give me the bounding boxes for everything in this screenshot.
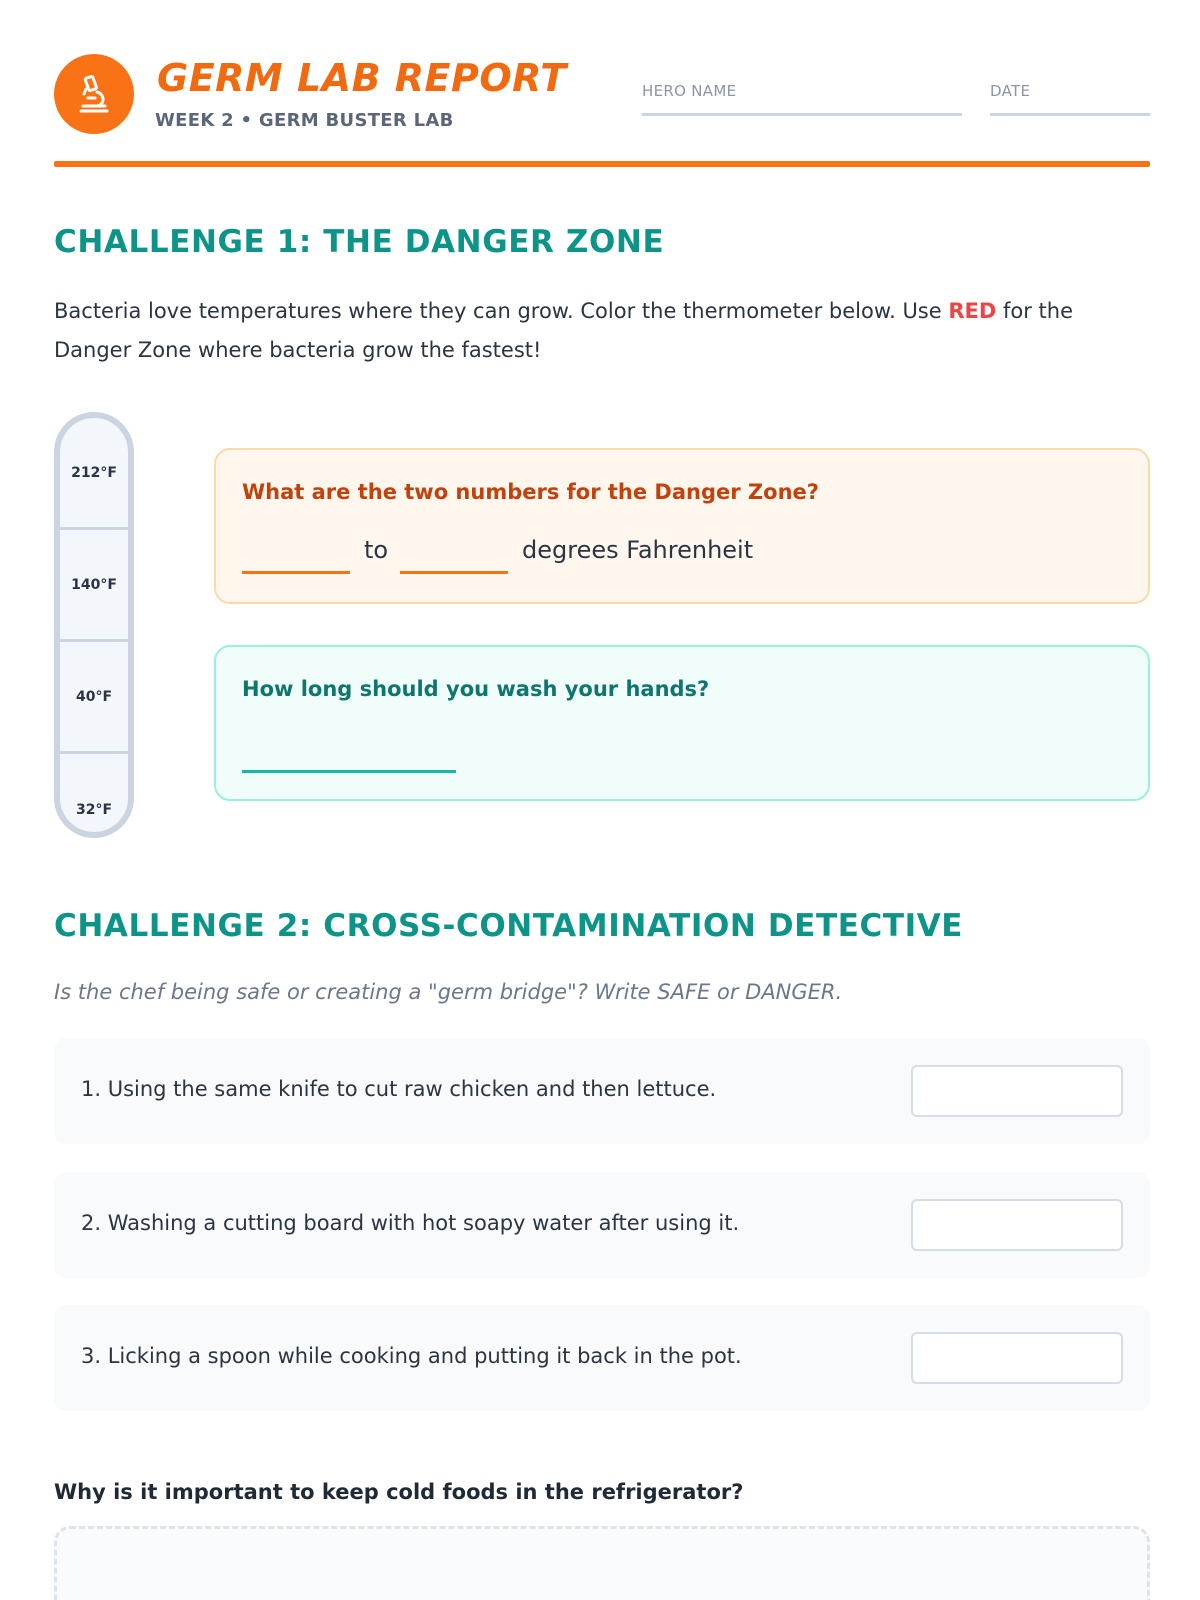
thermometer-label: 212°F — [71, 464, 117, 481]
intro-text-end: for the Danger Zone where bacteria grow the fastest! — [54, 299, 1074, 362]
scenario-row — [54, 1172, 1150, 1278]
challenge1-intro — [54, 292, 1154, 370]
hero-name-field[interactable] — [642, 82, 962, 116]
challenge2-heading: CHALLENGE 2: CROSS-CONTAMINATION DETECTIVE — [54, 908, 964, 944]
refrigerator-question: Why is it important to keep cold foods in the refrigerator? — [54, 1480, 744, 1504]
scenario-row — [54, 1038, 1150, 1144]
thermometer-label: 40°F — [75, 688, 113, 705]
thermometer-segment[interactable] — [60, 530, 128, 642]
safe-danger-answer-box[interactable] — [911, 1065, 1123, 1117]
scenario-text: 1. Using the same knife to cut raw chicken and then lettuce. — [81, 1077, 717, 1101]
danger-zone-high-blank[interactable] — [400, 544, 508, 574]
intro-text-start: Bacteria love temperatures where they can grow. Color the thermometer below. Use — [54, 299, 949, 323]
handwash-question-card — [214, 645, 1150, 801]
thermometer-label: 32°F — [75, 802, 113, 818]
safe-danger-answer-box[interactable] — [911, 1199, 1123, 1251]
challenge2-instructions: Is the chef being safe or creating a "germ bridge"? Write SAFE or DANGER. — [54, 980, 843, 1004]
thermometer — [54, 412, 134, 838]
scenario-text: 3. Licking a spoon while cooking and putting it back in the pot. — [81, 1344, 742, 1368]
range-connector: to — [364, 536, 389, 564]
thermometer-segment[interactable] — [60, 754, 128, 838]
handwash-answer-blank[interactable] — [242, 743, 456, 773]
page-title: GERM LAB REPORT — [157, 56, 567, 100]
danger-zone-question: What are the two numbers for the Danger Zone? — [242, 480, 819, 504]
page-subtitle: WEEK 2 • GERM BUSTER LAB — [155, 110, 454, 131]
date-field[interactable] — [990, 82, 1150, 116]
intro-highlight-red: RED — [948, 299, 997, 323]
scenario-row — [54, 1305, 1150, 1411]
handwash-question: How long should you wash your hands? — [242, 677, 710, 701]
scenario-text: 2. Washing a cutting board with hot soapy water after using it. — [81, 1211, 740, 1235]
date-label: DATE — [990, 82, 1031, 100]
hero-name-label: HERO NAME — [642, 82, 737, 100]
danger-zone-question-card — [214, 448, 1150, 604]
thermometer-segment[interactable] — [60, 418, 128, 530]
thermometer-label: 140°F — [71, 576, 117, 593]
thermometer-segment[interactable] — [60, 642, 128, 754]
header-divider — [54, 161, 1150, 167]
safe-danger-answer-box[interactable] — [911, 1332, 1123, 1384]
unit-label: degrees Fahrenheit — [522, 536, 754, 564]
microscope-icon — [54, 54, 134, 134]
microscope-icon-svg — [76, 74, 112, 114]
danger-zone-low-blank[interactable] — [242, 544, 350, 574]
refrigerator-answer-box[interactable] — [54, 1526, 1150, 1600]
challenge1-heading: CHALLENGE 1: THE DANGER ZONE — [54, 224, 665, 260]
